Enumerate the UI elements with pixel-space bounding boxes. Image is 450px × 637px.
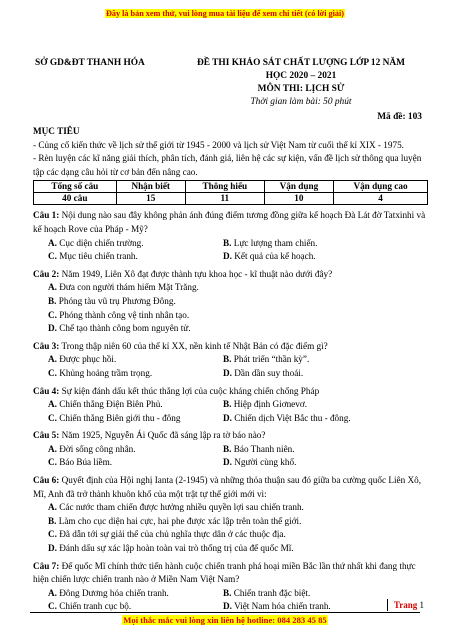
question-number: Câu 3:: [33, 340, 60, 351]
stats-value-cell: 11: [185, 193, 264, 205]
option-letter: D.: [223, 601, 232, 612]
option-text: Người cùng khổ.: [234, 457, 297, 468]
preview-banner: [0, 9, 450, 18]
option-letter: A.: [48, 399, 57, 410]
option-text: Đánh dấu sự xác lập hoàn toàn vai trò thống trị của đế quốc Mĩ.: [59, 543, 294, 554]
option-row: [33, 456, 428, 470]
answer-option: [33, 501, 428, 515]
question-3: [33, 340, 428, 381]
option-letter: A.: [48, 354, 57, 365]
option-letter: D.: [48, 323, 57, 334]
option-letter: A.: [48, 502, 57, 513]
answer-option: [223, 398, 398, 412]
option-text: Chế tạo thành công bom nguyên tử.: [59, 323, 191, 334]
question-number: Câu 6:: [33, 475, 60, 486]
preview-banner-text: Đây là bản xem thử, vui lòng mua tài liệu để xem chi tiết (có lời giải): [105, 9, 344, 18]
footer-divider: [30, 612, 420, 613]
question-1: [33, 209, 428, 263]
question-stem: [33, 429, 428, 443]
question-number: Câu 7:: [33, 560, 60, 571]
option-letter: D.: [223, 457, 232, 468]
exam-subject: MÔN THI: LỊCH SỬ: [257, 84, 345, 94]
page-number: 1: [419, 600, 424, 610]
exam-code: Mã đề: 103: [377, 112, 422, 122]
answer-option: [48, 237, 223, 251]
answer-option: [223, 456, 398, 470]
option-letter: A.: [48, 282, 57, 293]
question-text: Đế quốc Mĩ chính thức tiến hành cuộc chiến tranh phá hoại miền Bắc lần thứ nhất khi đang thực hiện chiến lược chiến tranh nào ở Miền Nam Việt Nam?: [33, 560, 416, 585]
option-row: [33, 353, 428, 367]
objective-line-2: - Rèn luyện các kĩ năng giải thích, phân tích, đánh giá, liên hệ các sự kiện, vấn đề lịch sử thông qua luyện tập các dạng câu hỏi từ cơ bản đến nâng cao.: [33, 153, 422, 177]
option-text: Chiến tranh cục bộ.: [59, 601, 132, 612]
option-letter: A.: [48, 237, 57, 248]
exam-title-line1: ĐỀ THI KHẢO SÁT CHẤT LƯỢNG LỚP 12 NĂM: [196, 58, 405, 68]
question-5: [33, 429, 428, 470]
question-6: [33, 474, 428, 556]
option-text: Chiến tranh đặc biệt.: [233, 587, 311, 598]
answer-option: [48, 412, 223, 426]
option-letter: D.: [223, 251, 232, 262]
option-letter: A.: [48, 587, 57, 598]
question-4: [33, 385, 428, 426]
page-indicator: [387, 599, 424, 611]
question-7: [33, 560, 428, 614]
answer-option: [33, 281, 428, 295]
answer-option: [223, 443, 398, 457]
question-number: Câu 4:: [33, 385, 60, 396]
option-text: Làm cho cục diện hai cực, hai phe được xác lập trên toàn thế giới.: [58, 515, 302, 526]
question-text: Nội dung nào sau đây không phản ánh đúng điểm tương đồng giữa kế hoạch Đà Lát đờ Tatxinhi và kế hoạch Rove của Pháp - Mỹ?: [33, 210, 426, 234]
answer-option: [48, 367, 223, 381]
stats-header-cell: Thông hiểu: [185, 181, 264, 193]
department-name: SỞ GD&ĐT THANH HÓA: [35, 58, 145, 68]
option-text: Phóng thành công vệ tinh nhân tạo.: [59, 309, 190, 320]
hotline-banner: [0, 615, 450, 625]
page-label: Trang: [393, 600, 418, 610]
question-stem: [33, 560, 428, 587]
option-letter: B.: [223, 237, 232, 248]
answer-option: [223, 587, 398, 601]
option-text: Phát triển “thần kỳ”.: [233, 354, 310, 365]
question-2: [33, 268, 428, 336]
option-text: Báo Thanh niên.: [233, 443, 295, 454]
question-text: Năm 1949, Liên Xô đạt được thành tựu khoa học - kĩ thuật nào dưới đây?: [61, 268, 333, 279]
option-text: Các nước tham chiến được hưởng nhiều quyền lợi sau chiến tranh.: [59, 502, 304, 513]
option-text: Báo Búa liềm.: [59, 457, 113, 468]
option-text: Phóng tàu vũ trụ Phương Đông.: [58, 295, 176, 306]
document-body: [33, 125, 428, 614]
question-stem: [33, 268, 428, 282]
option-row: [33, 398, 428, 412]
answer-option: [33, 515, 428, 529]
answer-option: [223, 412, 398, 426]
option-text: Đưa con người thám hiểm Mặt Trăng.: [59, 282, 199, 293]
option-text: Cục diện chiến trường.: [59, 237, 144, 248]
option-text: Việt Nam hóa chiến tranh.: [234, 601, 331, 612]
question-number: Câu 5:: [33, 430, 60, 441]
option-letter: C.: [48, 251, 57, 262]
question-text: Quyết định của Hội nghị Ianta (2-1945) và những thỏa thuận sau đó giữa ba cường quốc Liên Xô, Mĩ, Anh đã trở thành khuôn khổ của một trật tự thế giới mới vì:: [33, 475, 421, 499]
answer-option: [223, 353, 398, 367]
exam-title-line2: HỌC 2020 – 2021: [265, 71, 337, 81]
stats-header-cell: Tổng số câu: [34, 181, 117, 193]
option-letter: C.: [48, 412, 57, 423]
answer-option: [33, 542, 428, 556]
option-text: Đời sống công nhân.: [59, 443, 136, 454]
option-letter: B.: [223, 399, 232, 410]
answer-option: [48, 353, 223, 367]
option-row: [33, 412, 428, 426]
stats-header-cell: Vận dụng cao: [334, 181, 428, 193]
answer-option: [48, 456, 223, 470]
objective-line-1: - Củng cố kiến thức về lịch sử thế giới từ 1945 - 2000 và lịch sử Việt Nam từ cuối thế kỉ XIX - 1975.: [33, 139, 404, 150]
option-text: Kết quả của kế hoạch.: [234, 251, 316, 262]
question-stats-table: [33, 180, 428, 205]
stats-value-cell: 40 câu: [34, 193, 117, 205]
answer-option: [223, 237, 398, 251]
option-text: Được phục hồi.: [59, 354, 117, 365]
question-list: [33, 209, 428, 614]
option-letter: C.: [48, 367, 57, 378]
option-row: [33, 367, 428, 381]
option-text: Chiến thắng Điện Biên Phủ.: [59, 399, 163, 410]
answer-option: [223, 250, 398, 264]
stats-header-row: [34, 181, 428, 193]
option-row: [33, 587, 428, 601]
option-letter: C.: [48, 529, 57, 540]
answer-option: [223, 367, 398, 381]
question-text: Sự kiện đánh dấu kết thúc thắng lợi của cuộc kháng chiến chống Pháp: [61, 385, 320, 396]
stats-header-cell: Nhận biết: [116, 181, 185, 193]
answer-option: [48, 443, 223, 457]
question-number: Câu 2:: [33, 268, 60, 279]
option-letter: B.: [48, 295, 57, 306]
stats-value-cell: 4: [334, 193, 428, 205]
option-letter: D.: [223, 367, 232, 378]
answer-option: [33, 528, 428, 542]
option-text: Khủng hoảng trầm trọng.: [59, 367, 153, 378]
question-stem: [33, 209, 428, 236]
question-number: Câu 1:: [33, 210, 60, 221]
question-text: Trong thập niên 60 của thế kỉ XX, nền kinh tế Nhật Bản có đặc điểm gì?: [61, 340, 328, 351]
stats-value-cell: 10: [264, 193, 333, 205]
option-letter: C.: [48, 601, 57, 612]
option-letter: C.: [48, 309, 57, 320]
objectives-title: MỤC TIÊU: [33, 126, 80, 136]
option-letter: B.: [223, 587, 232, 598]
answer-option: [33, 295, 428, 309]
option-letter: B.: [223, 443, 232, 454]
option-letter: A.: [48, 443, 57, 454]
option-text: Đã dẫn tới sự giải thể của chủ nghĩa thực dân ở các thuộc địa.: [59, 529, 286, 540]
answer-option: [48, 587, 223, 601]
stats-header-cell: Vận dụng: [264, 181, 333, 193]
option-row: [33, 250, 428, 264]
option-text: Chiến thắng Biên giới thu - đông: [59, 412, 181, 423]
option-row: [33, 237, 428, 251]
answer-option: [48, 250, 223, 264]
question-text: Năm 1925, Nguyễn Ái Quốc đã sáng lập ra tờ báo nào?: [61, 430, 266, 441]
option-text: Lực lượng tham chiến.: [233, 237, 318, 248]
answer-option: [33, 322, 428, 336]
option-text: Mục tiêu chiến tranh.: [59, 251, 138, 262]
option-text: Chiến dịch Việt Bắc thu - đông.: [234, 412, 351, 423]
option-letter: B.: [223, 354, 232, 365]
option-letter: D.: [223, 412, 232, 423]
option-letter: C.: [48, 457, 57, 468]
option-text: Dần dần suy thoái.: [234, 367, 304, 378]
question-stem: [33, 385, 428, 399]
hotline-text: Mọi thắc mắc vui lòng xin liên hệ hotline: 084 283 45 85: [123, 615, 327, 625]
answer-option: [33, 309, 428, 323]
question-stem: [33, 474, 428, 501]
stats-value-cell: 15: [116, 193, 185, 205]
option-letter: D.: [48, 543, 57, 554]
option-letter: B.: [48, 515, 57, 526]
option-text: Hiệp định Giơnevơ.: [233, 399, 307, 410]
question-stem: [33, 340, 428, 354]
answer-option: [48, 398, 223, 412]
stats-value-row: [34, 193, 428, 205]
option-text: Đông Dương hóa chiến tranh.: [59, 587, 169, 598]
exam-time: Thời gian làm bài: 50 phút: [250, 97, 352, 107]
option-row: [33, 443, 428, 457]
exam-title-block: [186, 57, 416, 109]
